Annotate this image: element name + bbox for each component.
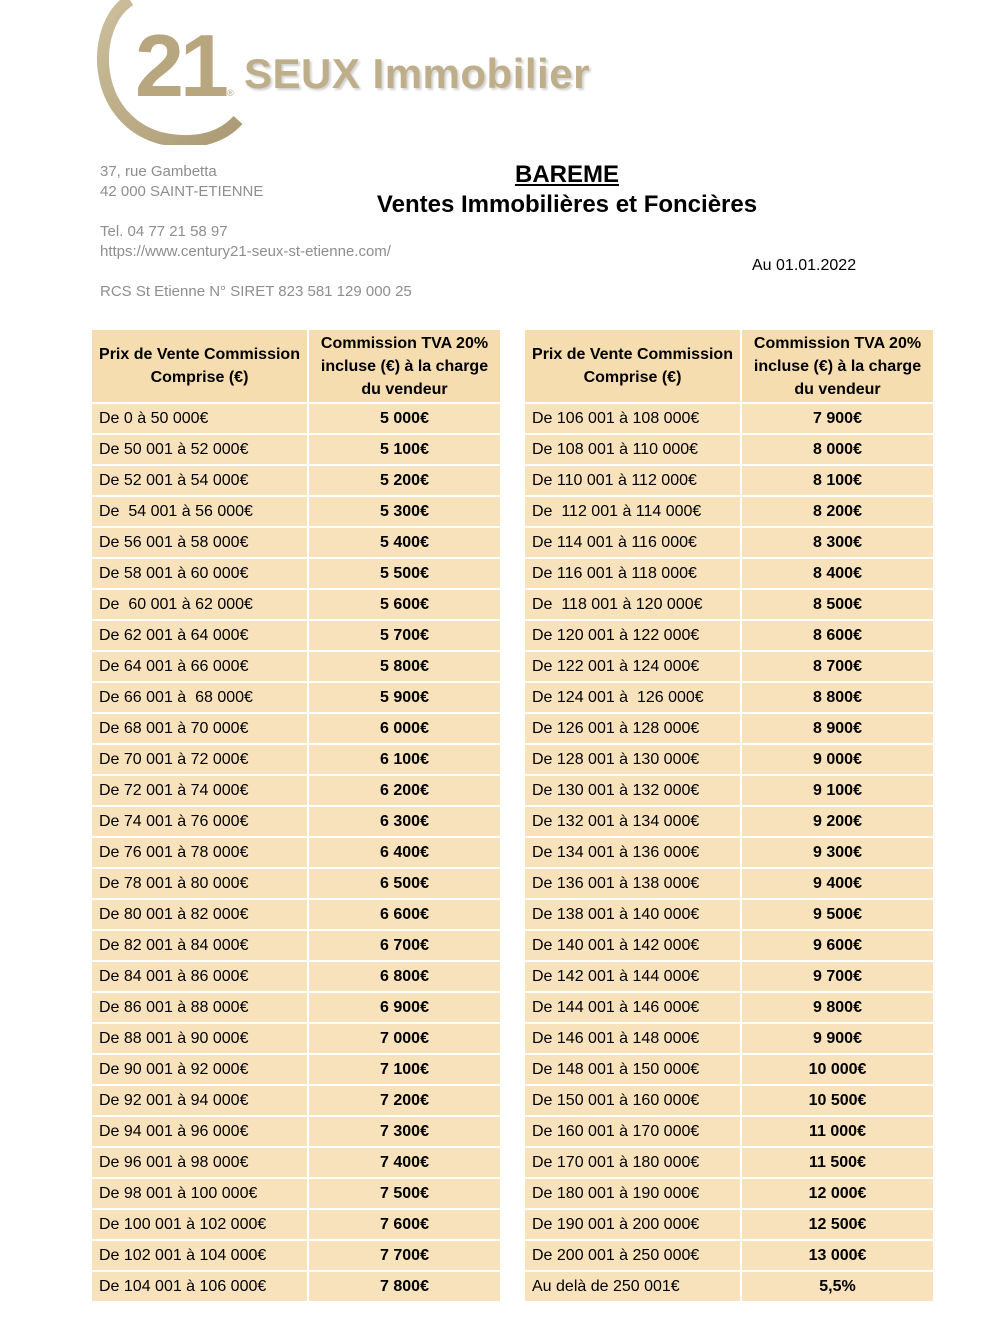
address-phone: Tel. 04 77 21 58 97 — [100, 223, 228, 240]
commission-cell: 10 500€ — [741, 1085, 933, 1116]
price-range-cell: De 98 001 à 100 000€ — [92, 1178, 308, 1209]
table-row — [92, 806, 500, 837]
table-row — [525, 589, 933, 620]
commission-cell: 8 000€ — [741, 434, 933, 465]
price-range-cell: De 76 001 à 78 000€ — [92, 837, 308, 868]
fee-table-right-body — [525, 403, 933, 1302]
commission-cell: 8 500€ — [741, 589, 933, 620]
table-row — [92, 775, 500, 806]
price-range-cell: De 86 001 à 88 000€ — [92, 992, 308, 1023]
table-row — [92, 1178, 500, 1209]
price-range-cell: De 0 à 50 000€ — [92, 403, 308, 434]
commission-cell: 5 000€ — [308, 403, 500, 434]
column-header-price: Prix de Vente Commission Comprise (€) — [92, 330, 308, 403]
price-range-cell: De 58 001 à 60 000€ — [92, 558, 308, 589]
table-row — [92, 558, 500, 589]
column-header-price: Prix de Vente Commission Comprise (€) — [525, 330, 741, 403]
commission-cell: 5 500€ — [308, 558, 500, 589]
price-range-cell: De 170 001 à 180 000€ — [525, 1147, 741, 1178]
price-range-cell: De 106 001 à 108 000€ — [525, 403, 741, 434]
table-row — [92, 837, 500, 868]
commission-cell: 11 000€ — [741, 1116, 933, 1147]
table-row — [525, 806, 933, 837]
commission-cell: 9 400€ — [741, 868, 933, 899]
page-subtitle: Ventes Immobilières et Foncières — [376, 191, 758, 218]
table-row — [92, 1147, 500, 1178]
commission-cell: 5 700€ — [308, 620, 500, 651]
price-range-cell: De 54 001 à 56 000€ — [92, 496, 308, 527]
table-row — [92, 744, 500, 775]
commission-cell: 8 800€ — [741, 682, 933, 713]
price-range-cell: De 62 001 à 64 000€ — [92, 620, 308, 651]
commission-cell: 7 100€ — [308, 1054, 500, 1085]
table-row — [525, 434, 933, 465]
price-range-cell: De 160 001 à 170 000€ — [525, 1116, 741, 1147]
price-range-cell: De 128 001 à 130 000€ — [525, 744, 741, 775]
table-row — [92, 961, 500, 992]
table-row — [525, 1209, 933, 1240]
price-range-cell: De 88 001 à 90 000€ — [92, 1023, 308, 1054]
fee-table-left — [92, 330, 500, 1303]
table-row — [525, 558, 933, 589]
commission-cell: 5 200€ — [308, 465, 500, 496]
table-row — [525, 992, 933, 1023]
price-range-cell: De 66 001 à 68 000€ — [92, 682, 308, 713]
price-range-cell: De 124 001 à 126 000€ — [525, 682, 741, 713]
commission-cell: 9 500€ — [741, 899, 933, 930]
commission-cell: 8 900€ — [741, 713, 933, 744]
effective-date: Au 01.01.2022 — [752, 257, 857, 274]
title-block — [330, 160, 804, 220]
table-row — [525, 1054, 933, 1085]
commission-cell: 8 200€ — [741, 496, 933, 527]
table-row — [92, 620, 500, 651]
price-range-cell: De 114 001 à 116 000€ — [525, 527, 741, 558]
commission-cell: 7 200€ — [308, 1085, 500, 1116]
price-range-cell: De 140 001 à 142 000€ — [525, 930, 741, 961]
commission-cell: 7 000€ — [308, 1023, 500, 1054]
price-range-cell: Au delà de 250 001€ — [525, 1271, 741, 1302]
table-row — [525, 620, 933, 651]
price-range-cell: De 50 001 à 52 000€ — [92, 434, 308, 465]
table-row — [525, 1023, 933, 1054]
table-row — [92, 651, 500, 682]
table-row — [92, 930, 500, 961]
commission-cell: 12 500€ — [741, 1209, 933, 1240]
commission-cell: 7 900€ — [741, 403, 933, 434]
fee-table-left-body — [92, 403, 500, 1302]
table-row — [525, 775, 933, 806]
price-range-cell: De 200 001 à 250 000€ — [525, 1240, 741, 1271]
price-range-cell: De 108 001 à 110 000€ — [525, 434, 741, 465]
price-range-cell: De 142 001 à 144 000€ — [525, 961, 741, 992]
commission-cell: 8 300€ — [741, 527, 933, 558]
table-row — [525, 868, 933, 899]
table-row — [92, 1085, 500, 1116]
commission-cell: 8 400€ — [741, 558, 933, 589]
page-title: BAREME — [514, 161, 619, 188]
commission-cell: 6 300€ — [308, 806, 500, 837]
commission-cell: 5 900€ — [308, 682, 500, 713]
price-range-cell: De 138 001 à 140 000€ — [525, 899, 741, 930]
table-row — [525, 651, 933, 682]
price-range-cell: De 52 001 à 54 000€ — [92, 465, 308, 496]
commission-cell: 9 600€ — [741, 930, 933, 961]
table-row — [92, 434, 500, 465]
table-row — [92, 1054, 500, 1085]
commission-cell: 5 800€ — [308, 651, 500, 682]
commission-cell: 5 100€ — [308, 434, 500, 465]
address-rcs: RCS St Etienne N° SIRET 823 581 129 000 25 — [100, 283, 412, 300]
commission-cell: 9 200€ — [741, 806, 933, 837]
column-header-commission: Commission TVA 20% incluse (€) à la charge du vendeur — [308, 330, 500, 403]
table-row — [525, 1178, 933, 1209]
price-range-cell: De 102 001 à 104 000€ — [92, 1240, 308, 1271]
price-range-cell: De 94 001 à 96 000€ — [92, 1116, 308, 1147]
address-website[interactable]: https://www.century21-seux-st-etienne.com/ — [100, 243, 391, 260]
price-range-cell: De 64 001 à 66 000€ — [92, 651, 308, 682]
table-row — [92, 992, 500, 1023]
commission-cell: 7 700€ — [308, 1240, 500, 1271]
commission-cell: 8 700€ — [741, 651, 933, 682]
table-row — [525, 465, 933, 496]
price-range-cell: De 110 001 à 112 000€ — [525, 465, 741, 496]
table-header-row — [525, 330, 933, 403]
table-row — [92, 1116, 500, 1147]
price-range-cell: De 84 001 à 86 000€ — [92, 961, 308, 992]
table-header-row — [92, 330, 500, 403]
table-row — [525, 1271, 933, 1302]
commission-cell: 7 500€ — [308, 1178, 500, 1209]
commission-cell: 6 800€ — [308, 961, 500, 992]
brand-name: SEUX Immobilier — [244, 50, 590, 97]
table-row — [525, 837, 933, 868]
table-row — [92, 682, 500, 713]
commission-cell: 9 800€ — [741, 992, 933, 1023]
price-range-cell: De 126 001 à 128 000€ — [525, 713, 741, 744]
price-range-cell: De 60 001 à 62 000€ — [92, 589, 308, 620]
commission-cell: 7 800€ — [308, 1271, 500, 1302]
commission-cell: 9 700€ — [741, 961, 933, 992]
commission-cell: 5 600€ — [308, 589, 500, 620]
table-row — [525, 527, 933, 558]
table-row — [525, 1240, 933, 1271]
table-row — [92, 1023, 500, 1054]
table-row — [525, 744, 933, 775]
commission-cell: 6 500€ — [308, 868, 500, 899]
commission-cell: 9 300€ — [741, 837, 933, 868]
commission-cell: 7 600€ — [308, 1209, 500, 1240]
table-row — [92, 496, 500, 527]
commission-cell: 5 300€ — [308, 496, 500, 527]
commission-cell: 5,5% — [741, 1271, 933, 1302]
table-row — [525, 1085, 933, 1116]
price-range-cell: De 72 001 à 74 000€ — [92, 775, 308, 806]
price-range-cell: De 100 001 à 102 000€ — [92, 1209, 308, 1240]
price-range-cell: De 90 001 à 92 000€ — [92, 1054, 308, 1085]
commission-cell: 6 000€ — [308, 713, 500, 744]
table-row — [525, 403, 933, 434]
commission-cell: 6 100€ — [308, 744, 500, 775]
price-range-cell: De 146 001 à 148 000€ — [525, 1023, 741, 1054]
table-row — [92, 589, 500, 620]
price-range-cell: De 148 001 à 150 000€ — [525, 1054, 741, 1085]
price-range-cell: De 68 001 à 70 000€ — [92, 713, 308, 744]
table-row — [92, 465, 500, 496]
price-range-cell: De 190 001 à 200 000€ — [525, 1209, 741, 1240]
price-range-cell: De 132 001 à 134 000€ — [525, 806, 741, 837]
price-range-cell: De 104 001 à 106 000€ — [92, 1271, 308, 1302]
table-row — [92, 527, 500, 558]
commission-cell: 5 400€ — [308, 527, 500, 558]
table-row — [92, 899, 500, 930]
address-street: 37, rue Gambetta — [100, 163, 217, 180]
table-row — [92, 403, 500, 434]
fee-table-right — [525, 330, 933, 1303]
table-row — [525, 961, 933, 992]
table-row — [525, 930, 933, 961]
table-row — [92, 868, 500, 899]
column-header-commission: Commission TVA 20% incluse (€) à la charge du vendeur — [741, 330, 933, 403]
table-row — [525, 682, 933, 713]
price-range-cell: De 130 001 à 132 000€ — [525, 775, 741, 806]
price-range-cell: De 116 001 à 118 000€ — [525, 558, 741, 589]
commission-cell: 12 000€ — [741, 1178, 933, 1209]
price-range-cell: De 136 001 à 138 000€ — [525, 868, 741, 899]
price-range-cell: De 92 001 à 94 000€ — [92, 1085, 308, 1116]
table-row — [525, 713, 933, 744]
price-range-cell: De 120 001 à 122 000€ — [525, 620, 741, 651]
commission-cell: 10 000€ — [741, 1054, 933, 1085]
commission-cell: 6 700€ — [308, 930, 500, 961]
price-range-cell: De 122 001 à 124 000€ — [525, 651, 741, 682]
commission-cell: 8 100€ — [741, 465, 933, 496]
commission-cell: 9 100€ — [741, 775, 933, 806]
price-range-cell: De 180 001 à 190 000€ — [525, 1178, 741, 1209]
address-city: 42 000 SAINT-ETIENNE — [100, 183, 264, 200]
logo-number: 21 — [135, 16, 225, 115]
commission-cell: 6 900€ — [308, 992, 500, 1023]
table-row — [525, 1147, 933, 1178]
price-range-cell: De 150 001 à 160 000€ — [525, 1085, 741, 1116]
table-row — [92, 713, 500, 744]
commission-cell: 6 400€ — [308, 837, 500, 868]
table-row — [92, 1209, 500, 1240]
commission-cell: 13 000€ — [741, 1240, 933, 1271]
table-row — [525, 899, 933, 930]
table-row — [92, 1271, 500, 1302]
commission-cell: 7 300€ — [308, 1116, 500, 1147]
price-range-cell: De 96 001 à 98 000€ — [92, 1147, 308, 1178]
commission-cell: 6 200€ — [308, 775, 500, 806]
commission-cell: 9 900€ — [741, 1023, 933, 1054]
commission-cell: 8 600€ — [741, 620, 933, 651]
price-range-cell: De 74 001 à 76 000€ — [92, 806, 308, 837]
price-range-cell: De 118 001 à 120 000€ — [525, 589, 741, 620]
price-range-cell: De 56 001 à 58 000€ — [92, 527, 308, 558]
price-range-cell: De 134 001 à 136 000€ — [525, 837, 741, 868]
price-range-cell: De 80 001 à 82 000€ — [92, 899, 308, 930]
price-range-cell: De 70 001 à 72 000€ — [92, 744, 308, 775]
price-range-cell: De 112 001 à 114 000€ — [525, 496, 741, 527]
table-row — [92, 1240, 500, 1271]
commission-cell: 7 400€ — [308, 1147, 500, 1178]
price-range-cell: De 144 001 à 146 000€ — [525, 992, 741, 1023]
price-range-cell: De 82 001 à 84 000€ — [92, 930, 308, 961]
commission-cell: 11 500€ — [741, 1147, 933, 1178]
table-row — [525, 1116, 933, 1147]
commission-cell: 9 000€ — [741, 744, 933, 775]
price-range-cell: De 78 001 à 80 000€ — [92, 868, 308, 899]
table-row — [525, 496, 933, 527]
commission-cell: 6 600€ — [308, 899, 500, 930]
svg-text:®: ® — [227, 88, 234, 98]
